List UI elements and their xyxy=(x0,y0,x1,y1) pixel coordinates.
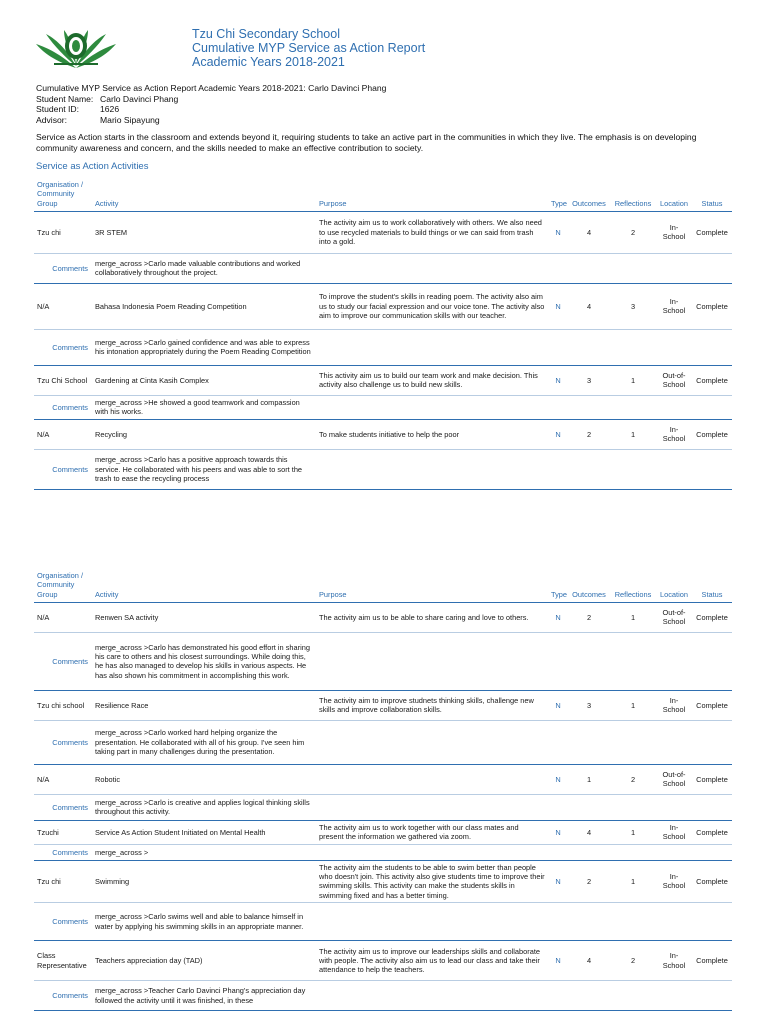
activity-row xyxy=(34,419,732,449)
cell-org: Class Representative xyxy=(34,941,92,981)
student-id-value: 1626 xyxy=(100,104,120,115)
column-header-status: Status xyxy=(701,198,723,208)
cell-location: In-School xyxy=(656,211,692,253)
cell-location: Out-of-School xyxy=(656,764,692,794)
column-header-type: Type xyxy=(551,198,568,208)
comment-row xyxy=(34,449,732,489)
cell-org: Tzu chi school xyxy=(34,690,92,720)
cell-reflections: 2 xyxy=(610,941,656,981)
comments-label: Comments xyxy=(34,720,92,764)
cell-activity: Service As Action Student Initiated on Mental Health xyxy=(92,820,316,844)
comment-text: merge_across >Teacher Carlo Davinci Phang's appreciation day followed the activity until it was finished, in these xyxy=(92,981,316,1011)
column-header-reflections: Reflections xyxy=(614,589,652,599)
activity-row xyxy=(34,283,732,329)
cell-type: N xyxy=(548,365,568,395)
comment-filler xyxy=(316,329,732,365)
comment-text: merge_across >Carlo gained confidence and was able to express his intonation appropriately during the Poem Reading Competition xyxy=(92,329,316,365)
comment-filler xyxy=(316,844,732,860)
comments-label: Comments xyxy=(34,903,92,941)
cell-outcomes: 2 xyxy=(568,419,610,449)
cell-status: Complete xyxy=(692,419,732,449)
column-header-purpose: Purpose xyxy=(319,589,347,599)
school-name: Tzu Chi Secondary School xyxy=(192,27,340,41)
activity-row xyxy=(34,820,732,844)
column-header-activity: Activity xyxy=(95,198,119,208)
cell-org: Tzu Chi School xyxy=(34,365,92,395)
comment-text: merge_across > xyxy=(92,844,316,860)
comment-filler xyxy=(316,449,732,489)
cell-reflections: 1 xyxy=(610,365,656,395)
comment-filler xyxy=(316,632,732,690)
cell-org: N/A xyxy=(34,764,92,794)
comment-filler xyxy=(316,794,732,820)
activity-row xyxy=(34,941,732,981)
comments-label: Comments xyxy=(34,253,92,283)
cell-status: Complete xyxy=(692,860,732,902)
report-summary-line: Cumulative MYP Service as Action Report Academic Years 2018-2021: Carlo Davinci Phang xyxy=(36,83,387,93)
comment-row xyxy=(34,794,732,820)
cell-outcomes: 3 xyxy=(568,690,610,720)
cell-status: Complete xyxy=(692,365,732,395)
cell-org: Tzu chi xyxy=(34,211,92,253)
cell-type: N xyxy=(548,211,568,253)
cell-status: Complete xyxy=(692,211,732,253)
cell-activity: Renwen SA activity xyxy=(92,602,316,632)
comments-label: Comments xyxy=(34,981,92,1011)
student-info xyxy=(36,83,386,125)
cell-org: N/A xyxy=(34,283,92,329)
comment-filler xyxy=(316,981,732,1011)
advisor-label: Advisor: xyxy=(36,114,68,125)
cell-purpose: The activity aim the students to be able to swim better than people who doesn't join. This activity also give students time to improve their swimming skills. This activity can make the students skills in swimming fixed and has a better timing. xyxy=(316,860,548,902)
cell-status: Complete xyxy=(692,941,732,981)
intro-paragraph: Service as Action starts in the classroom and extends beyond it, requiring students to take an active part in the communities in which they live. The emphasis is on developing community awareness and concern, and the skills needed to make an effective contribution to society. xyxy=(36,132,697,153)
student-name-row xyxy=(36,94,386,105)
cell-location: Out-of-School xyxy=(656,602,692,632)
comments-label: Comments xyxy=(34,844,92,860)
column-header-location: Location xyxy=(660,198,688,208)
cell-activity: Gardening at Cinta Kasih Complex xyxy=(92,365,316,395)
comment-row xyxy=(34,329,732,365)
activity-row xyxy=(34,690,732,720)
table-header-row xyxy=(34,180,732,211)
comment-text: merge_across >Carlo swims well and able to balance himself in water by applying his swimming skills in an appropriate manner. xyxy=(92,903,316,941)
column-header-activity: Activity xyxy=(95,589,119,599)
comment-filler xyxy=(316,720,732,764)
cell-status: Complete xyxy=(692,820,732,844)
column-header-location: Location xyxy=(660,589,688,599)
section-title: Service as Action Activities xyxy=(36,161,149,172)
activities-table xyxy=(34,571,732,1011)
cell-purpose: This activity aim us to build our team work and make decision. This activity also challenge us to build new skills. xyxy=(316,365,548,395)
cell-location: In-School xyxy=(656,419,692,449)
student-name-label: Student Name: xyxy=(36,93,94,104)
cell-outcomes: 4 xyxy=(568,941,610,981)
comment-text: merge_across >Carlo has demonstrated his good effort in sharing his care to others and his closest surroundings. While doing this, he has also managed to develop his skills in various aspects. He has also shown his commitment in accomplishing this work. xyxy=(92,632,316,690)
cell-purpose: The activity aim to improve studnets thinking skills, challenge new skills and improve collaboration skills. xyxy=(316,690,548,720)
cell-activity: Swimming xyxy=(92,860,316,902)
cell-outcomes: 4 xyxy=(568,820,610,844)
cell-type: N xyxy=(548,602,568,632)
cell-outcomes: 1 xyxy=(568,764,610,794)
report-header xyxy=(34,22,734,78)
school-logo-icon xyxy=(34,24,118,70)
column-header-org: Organisation / Community Group xyxy=(37,180,84,208)
report-title: Cumulative MYP Service as Action Report xyxy=(192,41,426,55)
cell-outcomes: 2 xyxy=(568,860,610,902)
activity-row xyxy=(34,211,732,253)
advisor-row xyxy=(36,115,386,126)
cell-outcomes: 3 xyxy=(568,365,610,395)
activity-row xyxy=(34,860,732,902)
cell-org: Tzuchi xyxy=(34,820,92,844)
student-id-row xyxy=(36,104,386,115)
cell-purpose: To improve the student's skills in reading poem. The activity also aim us to study our facial expression and our voice tone. The activity also aim to improve our communication skills with our teacher. xyxy=(316,283,548,329)
student-name-value: Carlo Davinci Phang xyxy=(100,93,179,104)
cell-type: N xyxy=(548,860,568,902)
comment-text: merge_across >Carlo is creative and applies logical thinking skills throughout this activity. xyxy=(92,794,316,820)
comment-text: merge_across >Carlo worked hard helping organize the presentation. He collaborated with all of his group. I've seen him taking part in many challenges during the presentation. xyxy=(92,720,316,764)
column-header-outcomes: Outcomes xyxy=(572,589,606,599)
comment-text: merge_across >He showed a good teamwork and compassion with his works. xyxy=(92,395,316,419)
activity-row xyxy=(34,602,732,632)
cell-status: Complete xyxy=(692,283,732,329)
cell-purpose: The activity aim us to work collaboratively with others. We also need to use recycled materials to build things or we can said from trash into a gold. xyxy=(316,211,548,253)
comments-label: Comments xyxy=(34,794,92,820)
cell-reflections: 2 xyxy=(610,764,656,794)
cell-org: Tzu chi xyxy=(34,860,92,902)
cell-outcomes: 4 xyxy=(568,283,610,329)
comment-row xyxy=(34,844,732,860)
cell-purpose xyxy=(316,764,548,794)
advisor-value: Mario Sipayung xyxy=(100,114,160,125)
comments-label: Comments xyxy=(34,395,92,419)
comment-row xyxy=(34,395,732,419)
cell-purpose: The activity aim us to improve our leaderships skills and collaborate with people. The activity also aim us to lead our class and take their attendance to help the teachers. xyxy=(316,941,548,981)
academic-years: Academic Years 2018-2021 xyxy=(192,55,345,69)
cell-activity: Resilience Race xyxy=(92,690,316,720)
comment-text: merge_across >Carlo has a positive approach towards this service. He collaborated with his peers and was able to sort the trash to ease the recycling process xyxy=(92,449,316,489)
cell-reflections: 1 xyxy=(610,602,656,632)
cell-status: Complete xyxy=(692,690,732,720)
cell-activity: Bahasa Indonesia Poem Reading Competition xyxy=(92,283,316,329)
column-header-reflections: Reflections xyxy=(614,198,652,208)
cell-reflections: 1 xyxy=(610,860,656,902)
column-header-outcomes: Outcomes xyxy=(572,198,606,208)
cell-org: N/A xyxy=(34,602,92,632)
cell-reflections: 2 xyxy=(610,211,656,253)
cell-purpose: To make students initiative to help the poor xyxy=(316,419,548,449)
cell-location: Out-of-School xyxy=(656,365,692,395)
cell-activity: Teachers appreciation day (TAD) xyxy=(92,941,316,981)
cell-org: N/A xyxy=(34,419,92,449)
comment-row xyxy=(34,981,732,1011)
cell-location: In-School xyxy=(656,941,692,981)
cell-purpose: The activity aim us to work together with our class mates and present the information we gathered via zoom. xyxy=(316,820,548,844)
cell-status: Complete xyxy=(692,764,732,794)
cell-reflections: 3 xyxy=(610,283,656,329)
cell-status: Complete xyxy=(692,602,732,632)
column-header-org: Organisation / Community Group xyxy=(37,571,84,599)
comment-row xyxy=(34,632,732,690)
comments-label: Comments xyxy=(34,449,92,489)
comment-row xyxy=(34,903,732,941)
cell-type: N xyxy=(548,690,568,720)
cell-location: In-School xyxy=(656,690,692,720)
cell-reflections: 1 xyxy=(610,690,656,720)
cell-location: In-School xyxy=(656,283,692,329)
comments-label: Comments xyxy=(34,329,92,365)
comment-filler xyxy=(316,395,732,419)
cell-location: In-School xyxy=(656,860,692,902)
cell-reflections: 1 xyxy=(610,419,656,449)
cell-activity: Recycling xyxy=(92,419,316,449)
table-header-row xyxy=(34,571,732,602)
column-header-type: Type xyxy=(551,589,568,599)
cell-purpose: The activity aim us to be able to share caring and love to others. xyxy=(316,602,548,632)
cell-outcomes: 4 xyxy=(568,211,610,253)
cell-type: N xyxy=(548,941,568,981)
student-id-label: Student ID: xyxy=(36,104,79,115)
cell-type: N xyxy=(548,419,568,449)
activities-table xyxy=(34,180,732,490)
cell-location: In-School xyxy=(656,820,692,844)
cell-outcomes: 2 xyxy=(568,602,610,632)
cell-type: N xyxy=(548,283,568,329)
report-title-block xyxy=(192,27,425,69)
comment-filler xyxy=(316,903,732,941)
comment-row xyxy=(34,720,732,764)
cell-activity: 3R STEM xyxy=(92,211,316,253)
comment-filler xyxy=(316,253,732,283)
cell-type: N xyxy=(548,764,568,794)
comments-label: Comments xyxy=(34,632,92,690)
cell-type: N xyxy=(548,820,568,844)
column-header-purpose: Purpose xyxy=(319,198,347,208)
cell-reflections: 1 xyxy=(610,820,656,844)
comment-row xyxy=(34,253,732,283)
activity-row xyxy=(34,764,732,794)
activity-row xyxy=(34,365,732,395)
column-header-status: Status xyxy=(701,589,723,599)
comment-text: merge_across >Carlo made valuable contributions and worked collaboratively throughout the project. xyxy=(92,253,316,283)
cell-activity: Robotic xyxy=(92,764,316,794)
